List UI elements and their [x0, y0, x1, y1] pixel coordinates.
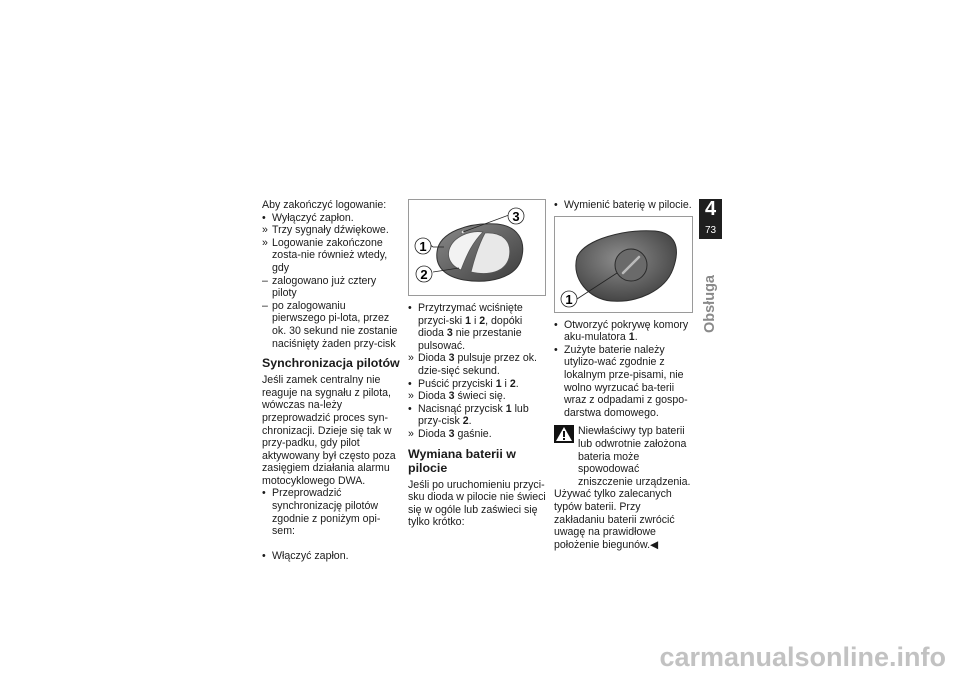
step-text: Dioda 3 świeci się.	[418, 390, 506, 403]
bullet-marker: •	[262, 211, 266, 224]
bullet-marker: •	[408, 302, 412, 314]
result-marker: »	[262, 224, 268, 237]
warning-text: Niewłaściwy typ baterii lub odwrotnie założona bateria może spowodować zniszczenie urządzenia.	[578, 425, 691, 488]
step-text: Otworzyć pokrywę komory aku-mulatora 1.	[564, 318, 689, 344]
result-marker: »	[262, 236, 268, 249]
step-text: Dioda 3 gaśnie.	[418, 427, 492, 440]
bullet-marker: •	[262, 550, 266, 563]
step-text: Dioda 3 pulsuje przez ok. dzie-sięć sekund.	[418, 352, 537, 377]
sync-paragraph: Jeśli zamek centralny nie reaguje na sygnału z pilota, wówczas na-leży przeprowadzić proces syn-chronizacji. Dzieje się tak w przy-padku, gdy pilot aktywowany był często poza zasięgiem działania alarmu motocyklowego DWA.	[262, 374, 396, 487]
step-item	[408, 378, 546, 391]
text-column-3	[554, 199, 692, 551]
step-text: Trzy sygnały dźwiękowe.	[272, 224, 389, 237]
step-item	[262, 487, 400, 537]
step-text: Włączyć zapłon.	[272, 550, 349, 563]
step-text: Puścić przyciski 1 i 2.	[418, 377, 519, 390]
remote-key-figure	[408, 199, 546, 296]
step-item	[554, 344, 692, 420]
callout-label: 1	[419, 239, 427, 254]
warning-triangle-icon	[554, 425, 574, 443]
bullet-marker: •	[554, 318, 558, 331]
bullet-marker: •	[262, 487, 266, 500]
step-text: Wyłączyć zapłon.	[272, 211, 354, 224]
step-item	[554, 319, 692, 344]
step-item	[408, 390, 546, 403]
step-text: Zużyte baterie należy utylizo-wać zgodnie z lokalnym prze-pisami, nie wolno wyrzucać ba-terii wraz z odpadami z gospo-darstwa domowego.	[564, 343, 688, 419]
end-mark: ◀	[650, 538, 659, 551]
bullet-marker: •	[554, 199, 558, 211]
bullet-marker: •	[408, 377, 412, 390]
result-marker: »	[408, 352, 414, 365]
result-marker: »	[408, 427, 414, 440]
chapter-number: 4	[704, 198, 717, 220]
step-item	[262, 550, 400, 563]
step-text: Logowanie zakończone zosta-nie również wtedy, gdy	[272, 236, 388, 274]
section-heading-sync: Synchronizacja pilotów	[262, 356, 400, 371]
step-item	[554, 199, 692, 212]
step-item	[262, 224, 400, 237]
intro-line	[262, 199, 400, 212]
step-text: Przeprowadzić synchronizację pilotów zgodnie z poniżym opi-sem:	[272, 487, 381, 538]
warning-block	[554, 425, 692, 488]
text-column-2	[408, 199, 546, 529]
result-marker: »	[408, 390, 414, 403]
step-text: Nacisnąć przycisk 1 lub przy-cisk 2.	[418, 402, 529, 428]
battery-cover-figure	[554, 216, 693, 313]
callout-label: 1	[565, 291, 573, 307]
section-heading-battery: Wymiana baterii w pilocie	[408, 446, 516, 475]
step-item	[262, 212, 400, 225]
step-item	[262, 237, 400, 275]
dash-marker: –	[262, 274, 268, 287]
step-item	[408, 302, 546, 352]
step-text: po zalogowaniu pierwszego pi-lota, przez ok. 30 sekund nie zostanie naciśnięty żaden przy-cisk	[272, 299, 398, 350]
step-text: Wymienić baterię w pilocie.	[564, 199, 692, 211]
callout-label: 2	[420, 267, 428, 282]
remote-key-illustration	[409, 200, 545, 295]
step-text: zalogowano już cztery piloty	[272, 274, 377, 300]
dash-marker: –	[262, 299, 268, 312]
callout-label: 3	[512, 209, 520, 224]
page-number: 73	[704, 225, 717, 236]
step-item	[262, 275, 400, 300]
battery-cover-illustration	[555, 217, 692, 312]
step-item	[262, 300, 400, 350]
step-item	[408, 352, 546, 377]
intro-text: Aby zakończyć logowanie:	[262, 199, 387, 211]
advice-text: Używać tylko zalecanych typów baterii. Przy zakładaniu baterii zwrócić uwagę na prawidłowe położenie biegunów.◀	[554, 488, 675, 551]
battery-paragraph: Jeśli po uruchomieniu przyci-sku dioda w pilocie nie świeci się w ogóle lub zaświeci się tylko krótko:	[408, 478, 546, 529]
bullet-marker: •	[554, 343, 558, 356]
section-name-vertical: Obsługa	[702, 275, 718, 334]
step-item	[408, 428, 546, 441]
bullet-marker: •	[408, 402, 412, 415]
text-column-1	[262, 199, 400, 563]
watermark: carmanualsonline.info	[659, 642, 946, 672]
step-item	[408, 403, 546, 428]
step-text: Przytrzymać wciśnięte przyci-ski 1 i 2, dopóki dioda 3 nie przestanie pulsować.	[418, 302, 523, 352]
